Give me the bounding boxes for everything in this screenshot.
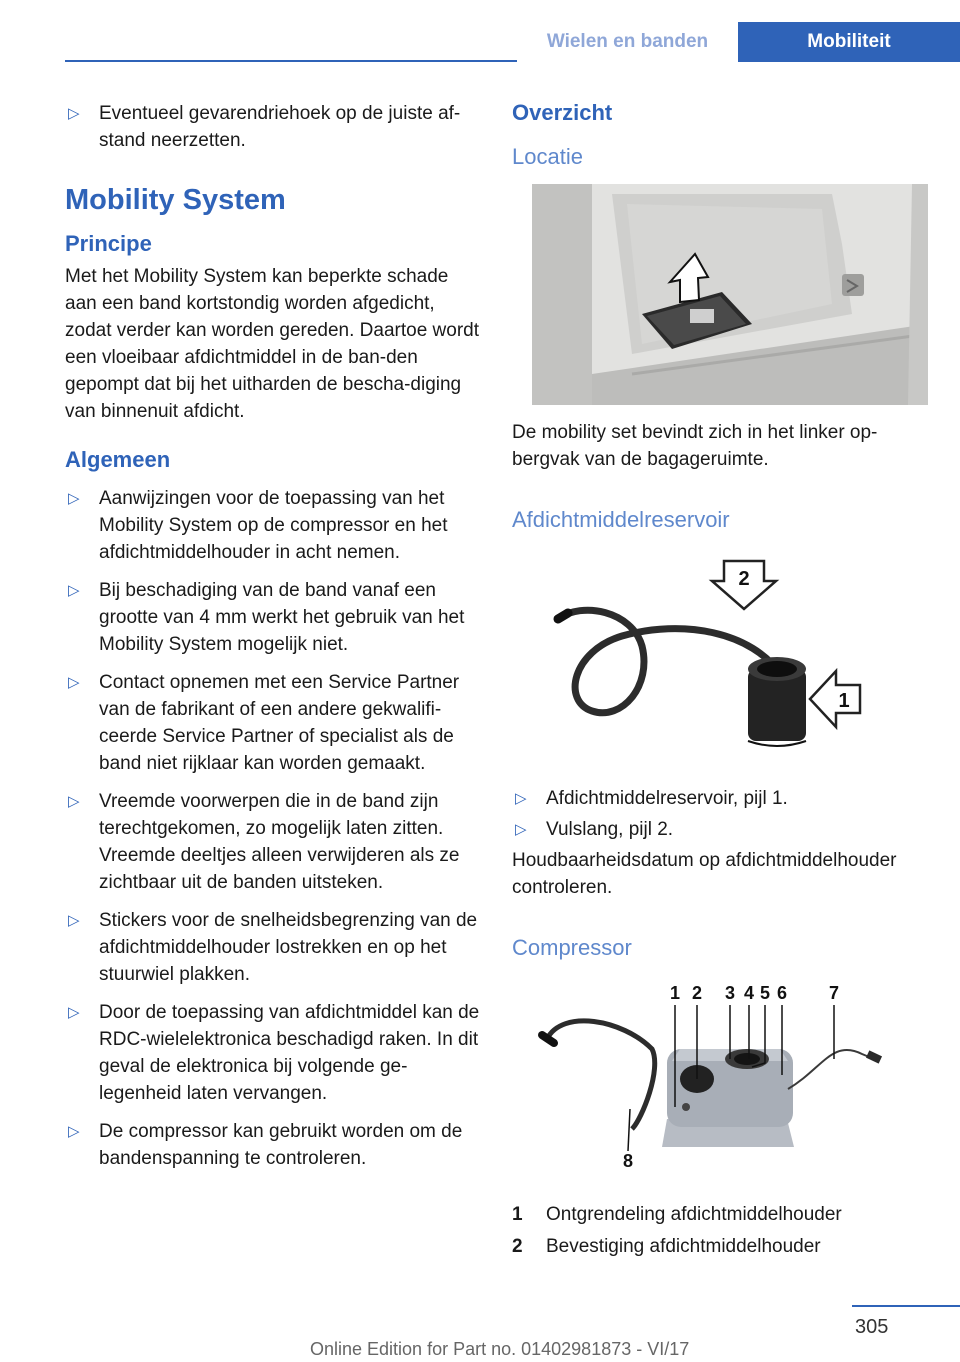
list-item-text: Door de toepassing van afdichtmiddel kan de RDC-wielelektronica beschadigd raken. In dit geval de elektronica bij volgende ge‐legenheid laten vervangen. [99,1002,480,1104]
compressor-list [512,1201,932,1260]
legend-text: Bevestiging afdichtmiddelhouder [546,1236,821,1257]
list-item-text: Contact opnemen met een Service Partner van de fabrikant of een andere gekwalifi‐ceerde Service Partner of specialist als de band niet rijklaar kan worden gemaakt. [99,672,460,774]
legend-row [512,1201,932,1228]
list-item [512,816,932,843]
legend-text: Ontgrendeling afdichtmiddelhouder [546,1204,842,1225]
footer-edition: Online Edition for Part no. 01402981873 - VI/17 [310,1339,690,1359]
list-item [65,485,485,566]
compressor-diagram [512,979,932,1189]
left-column [65,100,485,1183]
overzicht-heading: Overzicht [512,100,613,125]
triangle-bullet-icon: ▷ [68,674,80,691]
section-title: Mobility System [65,184,286,216]
triangle-bullet-icon: ▷ [515,790,527,807]
reservoir-label-1: 1 [838,690,850,712]
header-tab-chapter[interactable]: Mobiliteit [738,22,960,62]
locatie-text: De mobility set bevindt zich in het linker op‐bergvak van de bagageruimte. [512,422,878,470]
triangle-bullet-icon: ▷ [68,912,80,929]
list-item-text: Afdichtmiddelreservoir, pijl 1. [546,788,788,809]
page-number: 305 [855,1316,889,1338]
triangle-bullet-icon: ▷ [68,105,80,122]
compressor-label: 2 [691,983,703,1003]
algemeen-list [65,485,485,1172]
compressor-label: 6 [776,983,788,1003]
compressor-label: 3 [724,983,736,1003]
location-photo [532,184,928,405]
compressor-label: 1 [669,983,681,1003]
triangle-bullet-icon: ▷ [68,793,80,810]
compressor-label: 8 [622,1151,634,1171]
list-item-text: De compressor kan gebruikt worden om de bandenspanning te controleren. [99,1121,463,1169]
right-column [512,100,932,1265]
locatie-heading: Locatie [512,144,583,169]
legend-number: 1 [512,1204,523,1225]
list-item [65,907,485,988]
list-item [65,1118,485,1172]
list-item [65,100,485,154]
list-item-text: Vreemde voorwerpen die in de band zijn terechtgekomen, zo mogelijk laten zitten. Vreemde deeltjes alleen verwijderen als ze zichtbaar uit de banden uitsteken. [99,791,460,893]
compressor-label: 4 [743,983,755,1003]
triangle-bullet-icon: ▷ [68,1004,80,1021]
list-item-text: Bij beschadiging van de band vanaf een grootte van 4 mm werkt het gebruik van het Mobility System mogelijk niet. [99,580,465,655]
triangle-bullet-icon: ▷ [515,821,527,838]
list-item-text: Stickers voor de snelheidsbegrenzing van de afdichtmiddelhouder lostrekken en op het stuurwiel plakken. [99,910,478,985]
list-item-text: Eventueel gevarendriehoek op de juiste af‐stand neerzetten. [99,103,461,151]
reservoir-diagram [512,551,932,769]
list-item-text: Vulslang, pijl 2. [546,819,674,840]
list-item [65,788,485,896]
reservoir-text: Houdbaarheidsdatum op afdichtmiddelhouder controleren. [512,850,897,898]
reservoir-label-2: 2 [738,568,750,590]
principe-text: Met het Mobility System kan beperkte schade aan een band kortstondig worden afgedicht, zodat verder kan worden gereden. Daartoe wordt een vloeibaar afdichtmiddel in de ban‐den gepompt dat bij het uitharden de bescha‐diging van binnenuit afdicht. [65,266,480,422]
reservoir-list [512,785,932,843]
triangle-bullet-icon: ▷ [68,1123,80,1140]
compressor-heading: Compressor [512,935,632,960]
list-item [65,669,485,777]
footer-rule [852,1305,960,1307]
compressor-label: 5 [759,983,771,1003]
reservoir-heading: Afdichtmiddelreservoir [512,507,730,532]
list-item [65,577,485,658]
principe-heading: Principe [65,231,152,256]
algemeen-heading: Algemeen [65,447,171,472]
legend-row [512,1233,932,1260]
list-item-text: Aanwijzingen voor de toepassing van het Mobility System op de compressor en het afdichtmiddelhouder in acht nemen. [99,488,448,563]
compressor-label: 7 [828,983,840,1003]
legend-number: 2 [512,1236,523,1257]
triangle-bullet-icon: ▷ [68,490,80,507]
triangle-bullet-icon: ▷ [68,582,80,599]
header-tab-section[interactable]: Wielen en banden [517,22,738,62]
list-item [65,999,485,1107]
list-item [512,785,932,812]
